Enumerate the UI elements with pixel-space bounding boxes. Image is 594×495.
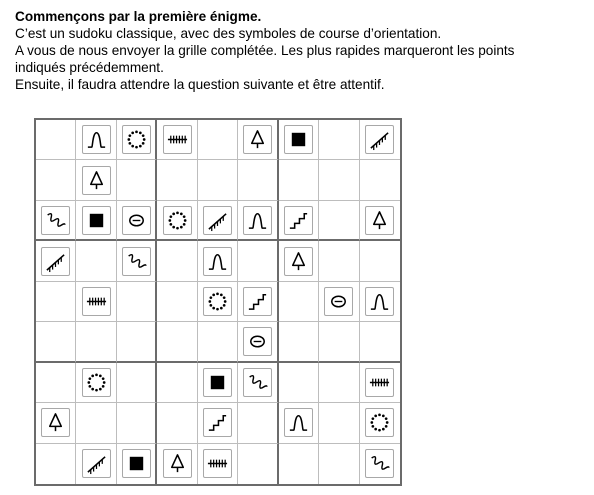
sudoku-cell (157, 403, 197, 443)
sudoku-cell (157, 160, 197, 200)
tree-icon (82, 166, 111, 195)
sudoku-cell (36, 282, 76, 322)
cliff-icon (365, 125, 394, 154)
dotted-circle-icon (163, 206, 192, 235)
tree-icon (284, 247, 313, 276)
sudoku-cell (76, 363, 116, 403)
sudoku-cell (36, 322, 76, 362)
sudoku-cell (76, 241, 116, 281)
sudoku-cell (319, 282, 359, 322)
rocky-ground-icon (41, 206, 70, 235)
sudoku-cell (319, 120, 359, 160)
sudoku-cell (157, 120, 197, 160)
hill-icon (365, 287, 394, 316)
rocky-ground-icon (122, 247, 151, 276)
tree-icon (163, 449, 192, 478)
intro-line: indiqués précédemment. (15, 60, 164, 75)
sudoku-cell (238, 120, 278, 160)
tree-icon (41, 408, 70, 437)
ring-icon (122, 206, 151, 235)
sudoku-cell (157, 363, 197, 403)
intro-heading: Commençons par la première énigme. (15, 9, 262, 24)
cliff-icon (41, 247, 70, 276)
sudoku-cell (157, 201, 197, 241)
sudoku-cell (198, 160, 238, 200)
sudoku-cell (117, 363, 157, 403)
sudoku-cell (117, 282, 157, 322)
sudoku-cell (157, 282, 197, 322)
sudoku-cell (76, 444, 116, 484)
sudoku-cell (360, 363, 400, 403)
dotted-circle-icon (365, 408, 394, 437)
sudoku-cell (360, 282, 400, 322)
sudoku-cell (198, 444, 238, 484)
sudoku-cell (319, 322, 359, 362)
sudoku-cell (279, 160, 319, 200)
sudoku-cell (238, 201, 278, 241)
sudoku-cell (279, 241, 319, 281)
cliff-icon (82, 449, 111, 478)
sudoku-cell (279, 322, 319, 362)
sudoku-cell (157, 241, 197, 281)
sudoku-cell (279, 363, 319, 403)
sudoku-cell (319, 201, 359, 241)
dotted-circle-icon (82, 368, 111, 397)
sudoku-cell (198, 403, 238, 443)
sudoku-cell (76, 120, 116, 160)
sudoku-cell (117, 444, 157, 484)
sudoku-cell (279, 201, 319, 241)
hill-icon (284, 408, 313, 437)
sudoku-cell (36, 160, 76, 200)
sudoku-cell (360, 241, 400, 281)
sudoku-cell (319, 403, 359, 443)
sudoku-cell (279, 282, 319, 322)
sudoku-cell (319, 444, 359, 484)
sudoku-cell (36, 241, 76, 281)
sudoku-cell (279, 444, 319, 484)
dotted-circle-icon (122, 125, 151, 154)
black-square-icon (284, 125, 313, 154)
sudoku-cell (117, 241, 157, 281)
sudoku-cell (360, 201, 400, 241)
hill-icon (82, 125, 111, 154)
sudoku-cell (319, 363, 359, 403)
sudoku-cell (198, 120, 238, 160)
sudoku-cell (238, 322, 278, 362)
sudoku-cell (76, 201, 116, 241)
sudoku-cell (117, 160, 157, 200)
sudoku-cell (76, 403, 116, 443)
stairs-icon (243, 287, 272, 316)
sudoku-cell (36, 363, 76, 403)
rocky-ground-icon (243, 368, 272, 397)
sudoku-cell (76, 282, 116, 322)
marsh-icon (163, 125, 192, 154)
rocky-ground-icon (365, 449, 394, 478)
sudoku-cell (117, 403, 157, 443)
hill-icon (243, 206, 272, 235)
sudoku-cell (279, 403, 319, 443)
sudoku-cell (279, 120, 319, 160)
sudoku-cell (198, 241, 238, 281)
sudoku-cell (360, 322, 400, 362)
sudoku-cell (238, 363, 278, 403)
intro-text (15, 8, 585, 93)
sudoku-cell (360, 403, 400, 443)
ring-icon (243, 327, 272, 356)
intro-line: A vous de nous envoyer la grille complétée. Les plus rapides marqueront les points (15, 43, 515, 58)
sudoku-cell (157, 444, 197, 484)
sudoku-cell (238, 444, 278, 484)
sudoku-cell (360, 444, 400, 484)
dotted-circle-icon (203, 287, 232, 316)
sudoku-cell (198, 201, 238, 241)
sudoku-cell (36, 444, 76, 484)
cliff-icon (203, 206, 232, 235)
marsh-icon (203, 449, 232, 478)
black-square-icon (122, 449, 151, 478)
sudoku-cell (36, 120, 76, 160)
sudoku-cell (117, 322, 157, 362)
sudoku-cell (117, 201, 157, 241)
marsh-icon (82, 287, 111, 316)
marsh-icon (365, 368, 394, 397)
hill-icon (203, 247, 232, 276)
sudoku-cell (198, 363, 238, 403)
black-square-icon (203, 368, 232, 397)
sudoku-cell (360, 120, 400, 160)
ring-icon (324, 287, 353, 316)
tree-icon (243, 125, 272, 154)
sudoku-cell (117, 120, 157, 160)
sudoku-cell (36, 201, 76, 241)
stairs-icon (284, 206, 313, 235)
sudoku-cell (198, 322, 238, 362)
sudoku-cell (360, 160, 400, 200)
sudoku-cell (238, 160, 278, 200)
sudoku-cell (238, 241, 278, 281)
intro-line: C’est un sudoku classique, avec des symboles de course d’orientation. (15, 26, 442, 41)
sudoku-cell (319, 241, 359, 281)
stairs-icon (203, 408, 232, 437)
sudoku-cell (76, 160, 116, 200)
sudoku-cell (36, 403, 76, 443)
black-square-icon (82, 206, 111, 235)
sudoku-cell (198, 282, 238, 322)
sudoku-cell (319, 160, 359, 200)
intro-line: Ensuite, il faudra attendre la question suivante et être attentif. (15, 77, 385, 92)
sudoku-cell (157, 322, 197, 362)
sudoku-cell (238, 282, 278, 322)
sudoku-cell (76, 322, 116, 362)
sudoku-grid (34, 118, 402, 486)
sudoku-cell (238, 403, 278, 443)
tree-icon (365, 206, 394, 235)
